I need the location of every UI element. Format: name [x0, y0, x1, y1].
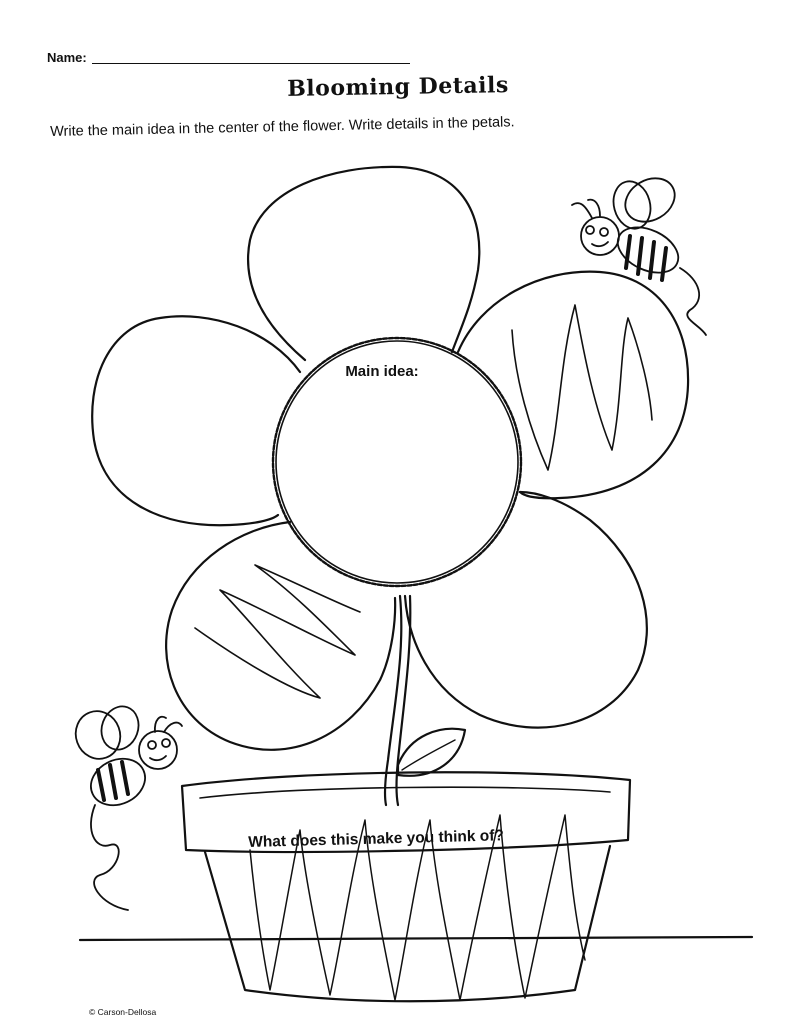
- petal-left: [92, 316, 300, 525]
- instructions: Write the main idea in the center of the flower. Write details in the petals.: [50, 114, 515, 140]
- petal-bottom-left: [166, 522, 395, 750]
- petal-top: [248, 167, 479, 360]
- copyright: © Carson-Dellosa: [89, 1007, 157, 1017]
- pot-body: [205, 846, 610, 1001]
- leaf-vein: [402, 740, 455, 770]
- petal-scribble-right: [512, 305, 652, 470]
- petal-bottom-right: [405, 492, 647, 728]
- petal-scribble-left: [195, 565, 360, 698]
- name-label: Name:: [47, 50, 87, 65]
- page-title: Blooming Details: [286, 72, 509, 102]
- ground-line: [80, 937, 752, 940]
- petal-right: [458, 272, 688, 499]
- pot-soil-line: [200, 787, 610, 798]
- main-idea-label: Main idea:: [345, 363, 419, 380]
- bee-icon: [69, 701, 182, 910]
- name-line[interactable]: [92, 63, 410, 64]
- bee-icon: [572, 170, 706, 335]
- pot-question: What does this make you think of?: [248, 827, 505, 851]
